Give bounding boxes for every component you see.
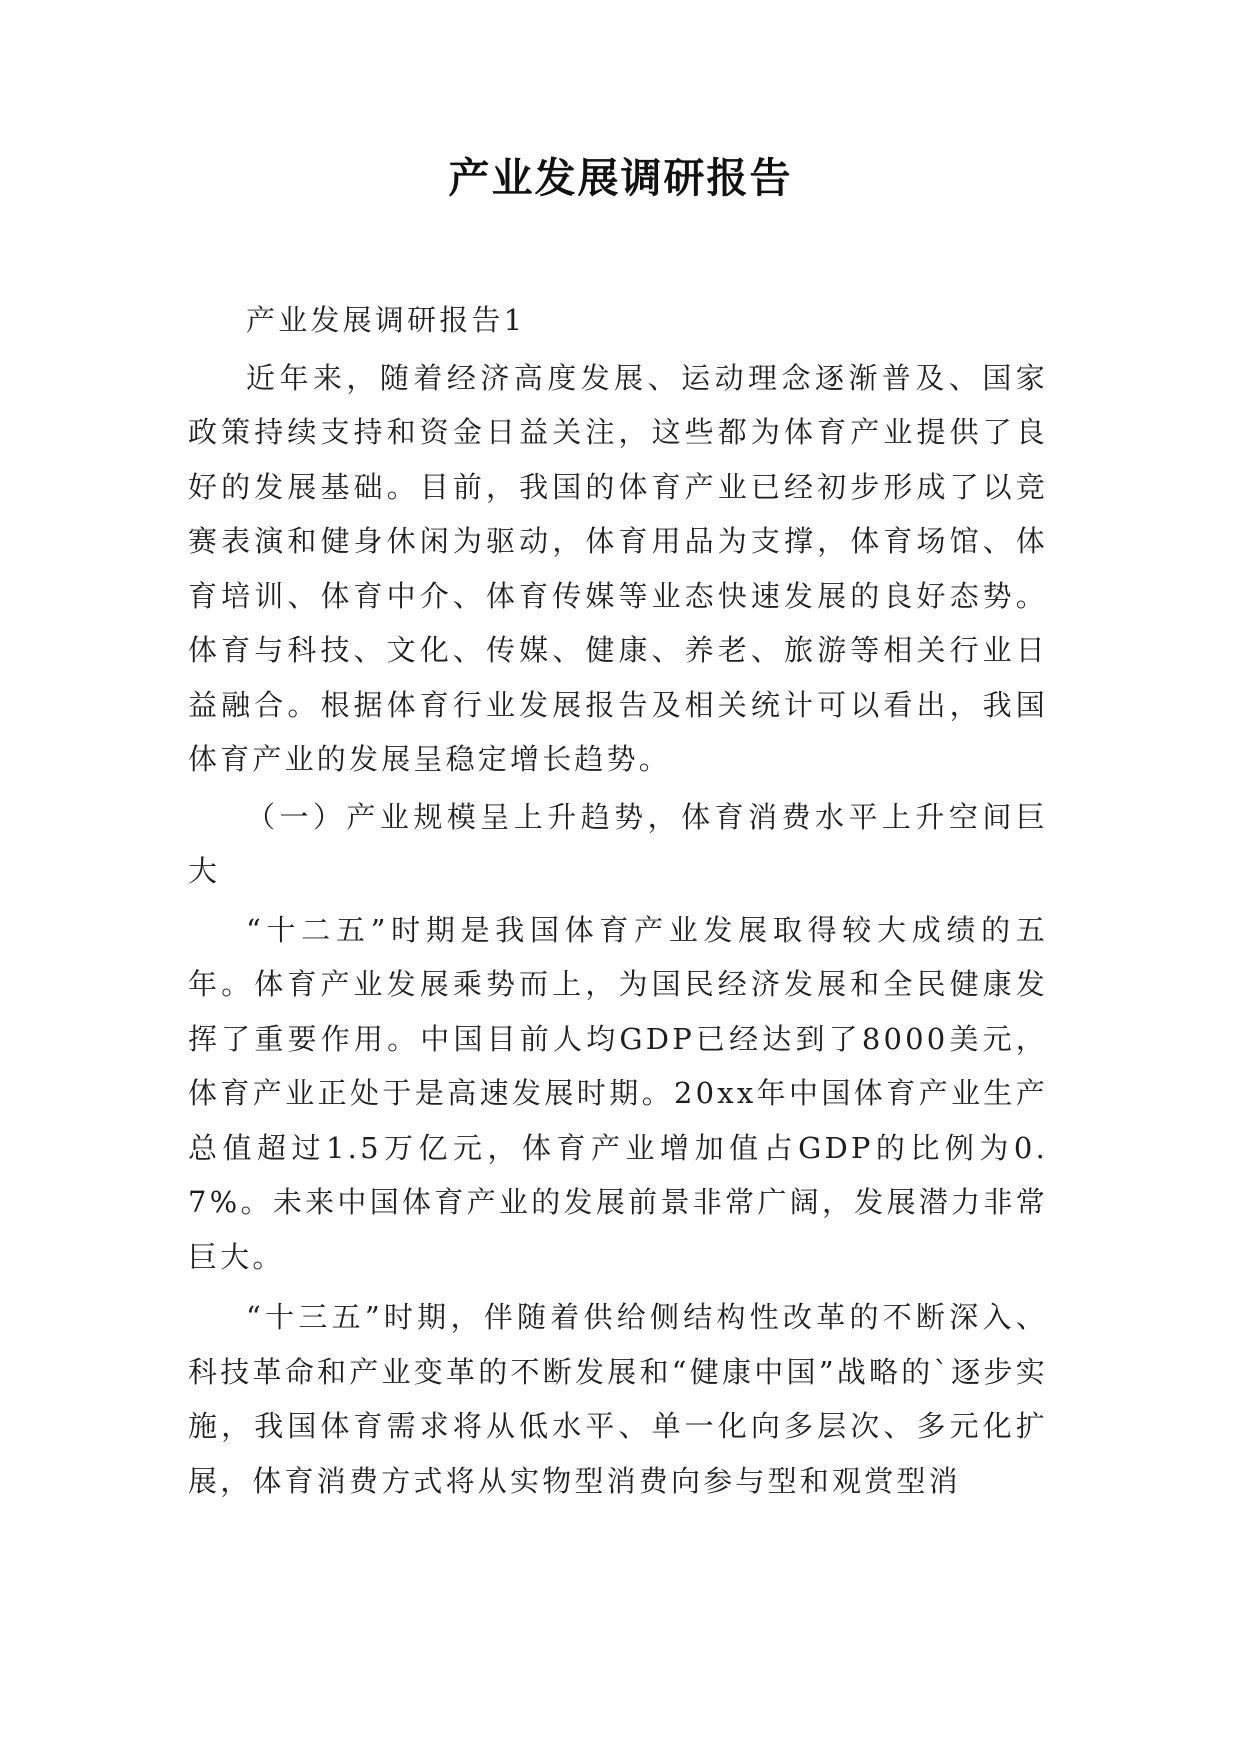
report-subtitle: 产业发展调研报告1 [246, 303, 526, 337]
document-title: 产业发展调研报告 [448, 154, 793, 202]
paragraph-intro: 近年来，随着经济高度发展、运动理念逐渐普及、国家政策持续支持和资金日益关注，这些都为体育产业提供了良好的发展基础。目前，我国的体育产业已经初步形成了以竞赛表演和健身休闲为驱动，体育用品为支撑，体育场馆、体育培训、体育中介、体育传媒等业态快速发展的良好态势。体育与科技、文化、传媒、健康、养老、旅游等相关行业日益融合。根据体育行业发展报告及相关统计可以看出，我国体育产业的发展呈稳定增长趋势。 [188, 360, 1048, 776]
paragraph-thirteenth-five-year: “十三五”时期，伴随着供给侧结构性改革的不断深入、科技革命和产业变革的不断发展和“健康中国”战略的`逐步实施，我国体育需求将从低水平、单一化向多层次、多元化扩展，体育消费方式将从实物型消费向参与型和观赏型消 [188, 1300, 1048, 1498]
document-body [188, 293, 1048, 1508]
paragraph-twelfth-five-year: “十二五”时期是我国体育产业发展取得较大成绩的五年。体育产业发展乘势而上，为国民经济发展和全民健康发挥了重要作用。中国目前人均GDP已经达到了8000美元，体育产业正处于是高速发展时期。20xx年中国体育产业生产总值超过1.5万亿元，体育产业增加值占GDP的比例为0.7%。未来中国体育产业的发展前景非常广阔，发展潜力非常巨大。 [188, 912, 1048, 1274]
section-heading-1: （一）产业规模呈上升趋势，体育消费水平上升空间巨大 [188, 799, 1048, 888]
